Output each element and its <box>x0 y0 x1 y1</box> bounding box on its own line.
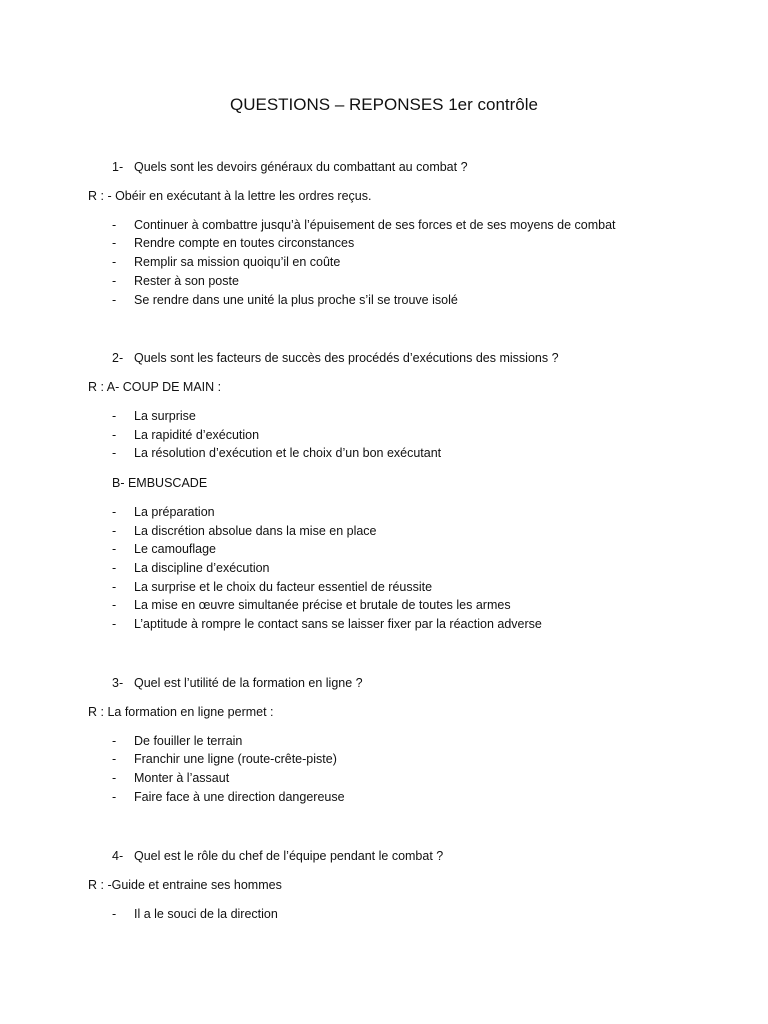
bullet-marker: - <box>112 790 117 804</box>
bullet-marker: - <box>112 236 117 250</box>
bullet-marker: - <box>112 734 117 748</box>
answer-intro-4: R : -Guide et entraine ses hommes <box>88 878 282 892</box>
bullet-marker: - <box>112 409 117 423</box>
bullet-marker: - <box>112 907 117 921</box>
list-item-text: Continuer à combattre jusqu’à l’épuisement de ses forces et de ses moyens de combat <box>134 218 616 232</box>
list-item-text: Se rendre dans une unité la plus proche s’il se trouve isolé <box>134 293 458 307</box>
list-item-text: Rendre compte en toutes circonstances <box>134 236 355 250</box>
list-item-text: Franchir une ligne (route-crête-piste) <box>134 752 337 766</box>
list-item-text: La résolution d’exécution et le choix d’un bon exécutant <box>134 446 442 460</box>
bullet-marker: - <box>112 446 117 460</box>
list-item-text: La préparation <box>134 505 215 519</box>
answer-intro-3: R : La formation en ligne permet : <box>88 705 274 719</box>
list-item-text: La mise en œuvre simultanée précise et brutale de toutes les armes <box>134 598 511 612</box>
list-item-text: La discipline d’exécution <box>134 561 270 575</box>
subheading-embuscade: B- EMBUSCADE <box>112 476 208 490</box>
question-text: Quels sont les devoirs généraux du combattant au combat ? <box>134 160 468 174</box>
question-text: Quel est l’utilité de la formation en ligne ? <box>134 676 363 690</box>
bullet-marker: - <box>112 752 117 766</box>
list-item-text: Monter à l’assaut <box>134 771 230 785</box>
list-item-text: La discrétion absolue dans la mise en place <box>134 524 377 538</box>
list-item-text: L’aptitude à rompre le contact sans se laisser fixer par la réaction adverse <box>134 617 542 631</box>
list-item-text: Remplir sa mission quoiqu’il en coûte <box>134 255 341 269</box>
bullet-marker: - <box>112 428 117 442</box>
question-number: 1- <box>112 160 124 174</box>
list-item-text: Le camouflage <box>134 542 217 556</box>
bullet-marker: - <box>112 771 117 785</box>
question-number: 3- <box>112 676 124 690</box>
bullet-marker: - <box>112 580 117 594</box>
answer-intro-2: R : A- COUP DE MAIN : <box>88 380 222 394</box>
bullet-marker: - <box>112 617 117 631</box>
list-item-text: Faire face à une direction dangereuse <box>134 790 345 804</box>
bullet-marker: - <box>112 524 117 538</box>
bullet-marker: - <box>112 505 117 519</box>
list-item-text: La surprise <box>134 409 196 423</box>
bullet-marker: - <box>112 255 117 269</box>
list-item-text: La surprise et le choix du facteur essentiel de réussite <box>134 580 433 594</box>
list-item-text: La rapidité d’exécution <box>134 428 260 442</box>
list-item-text: Il a le souci de la direction <box>134 907 278 921</box>
bullet-marker: - <box>112 542 117 556</box>
page-title: QUESTIONS – REPONSES 1er contrôle <box>230 95 538 114</box>
question-text: Quels sont les facteurs de succès des procédés d’exécutions des missions ? <box>134 351 559 365</box>
bullet-marker: - <box>112 218 117 232</box>
bullet-marker: - <box>112 293 117 307</box>
bullet-marker: - <box>112 561 117 575</box>
list-item-text: Rester à son poste <box>134 274 239 288</box>
question-number: 4- <box>112 849 124 863</box>
list-item-text: De fouiller le terrain <box>134 734 243 748</box>
answer-intro-1: R : - Obéir en exécutant à la lettre les ordres reçus. <box>88 189 372 203</box>
question-number: 2- <box>112 351 124 365</box>
bullet-marker: - <box>112 598 117 612</box>
question-text: Quel est le rôle du chef de l’équipe pendant le combat ? <box>134 849 444 863</box>
bullet-marker: - <box>112 274 117 288</box>
